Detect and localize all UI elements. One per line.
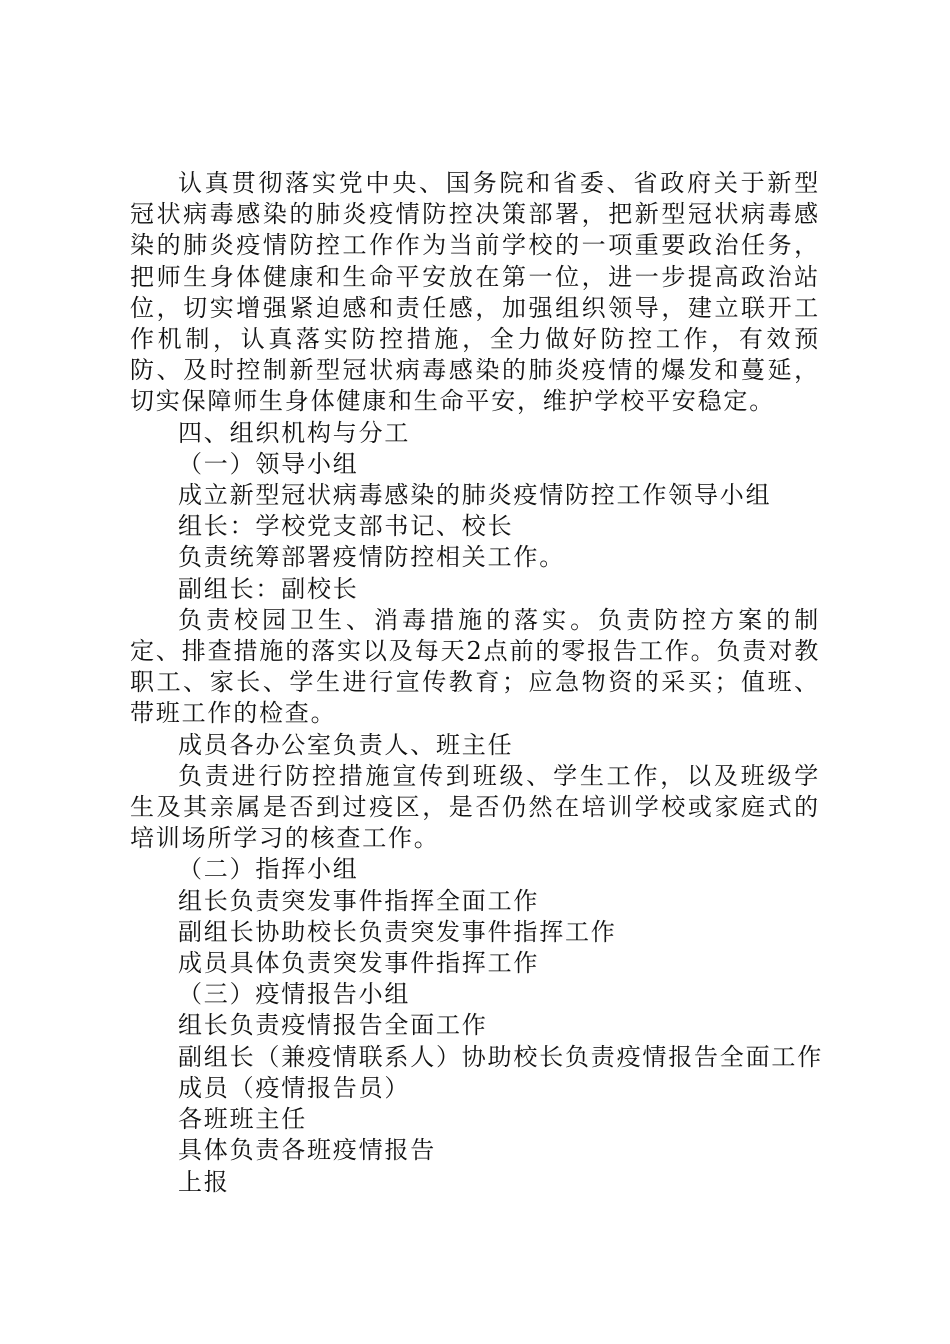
text-line: 各班班主任	[178, 1105, 307, 1134]
text-line: 成员具体负责突发事件指挥工作	[178, 949, 540, 978]
text-line: 成员各办公室负责人、班主任	[178, 730, 514, 759]
section-heading: 四、组织机构与分工	[178, 418, 411, 447]
text-line: 副组长协助校长负责突发事件指挥工作	[178, 917, 617, 946]
text-line: 上报	[178, 1167, 230, 1196]
document-body	[130, 168, 823, 1198]
text-line: 组长负责突发事件指挥全面工作	[178, 886, 540, 915]
text-line: 组长负责疫情报告全面工作	[178, 1011, 488, 1040]
text-line: 成立新型冠状病毒感染的肺炎疫情防控工作领导小组	[178, 481, 772, 510]
duty-paragraph: 负责校园卫生、消毒措施的落实。负责防控方案的制定、排查措施的落实以及每天2点前的零报告工作。负责对教职工、家长、学生进行宣传教育；应急物资的采买；值班、带班工作的检查。	[130, 605, 820, 728]
subsection-heading: （二）指挥小组	[178, 855, 359, 884]
text-line: 具体负责各班疫情报告	[178, 1136, 436, 1165]
text-line: 组长：学校党支部书记、校长	[178, 512, 514, 541]
text-line: 副组长：副校长	[178, 574, 359, 603]
duty-paragraph: 负责进行防控措施宣传到班级、学生工作，以及班级学生及其亲属是否到过疫区，是否仍然在培训学校或家庭式的培训场所学习的核查工作。	[130, 761, 820, 853]
intro-paragraph: 认真贯彻落实党中央、国务院和省委、省政府关于新型冠状病毒感染的肺炎疫情防控决策部署，把新型冠状病毒感染的肺炎疫情防控工作作为当前学校的一项重要政治任务，把师生身体健康和生命平安放在第一位，进一步提高政治站位，切实增强紧迫感和责任感，加强组织领导，建立联开工作机制，认真落实防控措施，全力做好防控工作，有效预防、及时控制新型冠状病毒感染的肺炎疫情的爆发和蔓延，切实保障师生身体健康和生命平安，维护学校平安稳定。	[130, 169, 820, 416]
subsection-heading: （一）领导小组	[178, 449, 359, 478]
text-line: 负责统筹部署疫情防控相关工作。	[178, 543, 565, 572]
text-line: 成员（疫情报告员）	[178, 1073, 411, 1102]
text-line: 副组长（兼疫情联系人）协助校长负责疫情报告全面工作	[178, 1042, 823, 1071]
subsection-heading: （三）疫情报告小组	[178, 980, 411, 1009]
